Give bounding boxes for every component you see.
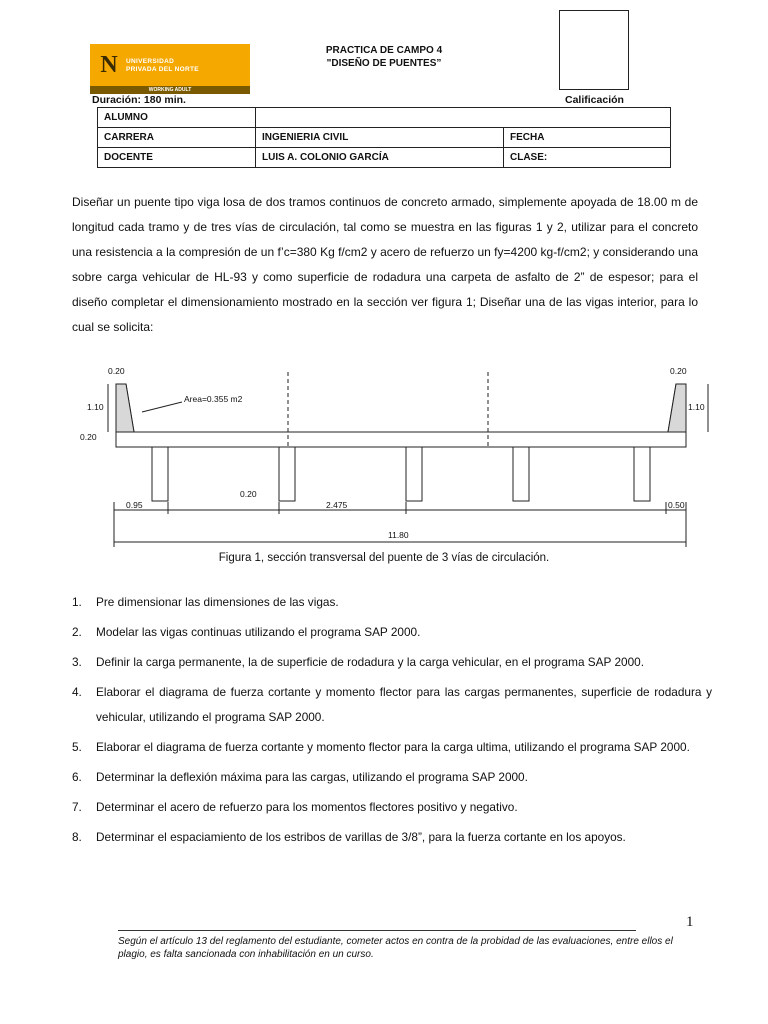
item-text: Determinar la deflexión máxima para las cargas, utilizando el programa SAP 2000. (96, 770, 528, 784)
figure-caption: Figura 1, sección transversal del puente de 3 vías de circulación. (218, 552, 550, 564)
carrera-value: INGENIERIA CIVIL (256, 128, 504, 148)
beam-3 (406, 447, 422, 501)
list-item (72, 680, 712, 730)
item-text: Definir la carga permanente, la de superficie de rodadura y la carga vehicular, en el programa SAP 2000. (96, 655, 645, 669)
dim-height-right-label: 1.10 (688, 402, 705, 412)
beam-1 (152, 447, 168, 501)
document-subtitle: "DISEÑO DE PUENTES” (326, 58, 442, 69)
docente-label: DOCENTE (98, 148, 256, 168)
item-number: 7. (72, 800, 82, 814)
dim-slab-left: 0.20 (80, 432, 97, 442)
dim-overhang: 0.95 (126, 500, 143, 510)
problem-statement: Diseñar un puente tipo viga losa de dos tramos continuos de concreto armado, simplemente apoyada de 18.00 m de longitud cada tramo y de tres vías de circulación, tal como se muestra en las figuras 1 y 2, utilizar para el concreto una resistencia a la compresión de un f’c=380 Kg f/cm2 y acero de refuerzo un fy=4200 kg-f/cm2; y considerando una sobre carga vehicular de HL-93 y como superficie de rodadura una carpeta de asfalto de 2” de espesor; para el diseño completar el dimensionamiento mostrado en la sección ver figura 1; Diseñar una de las vigas interior, para lo cual se solicita: (72, 195, 698, 334)
list-item (72, 795, 712, 820)
table-row (98, 128, 671, 148)
grade-label: Calificación (565, 94, 624, 106)
list-item (72, 735, 712, 760)
item-text: Determinar el acero de refuerzo para los momentos flectores positivo y negativo. (96, 800, 518, 814)
footer-note: Según el artículo 13 del reglamento del estudiante, cometer actos en contra de la probidad de las evaluaciones, entre ellos el plagio, es falta sancionada con inhabilitación en un curso. (118, 936, 673, 960)
item-number: 8. (72, 830, 82, 844)
right-barrier (668, 384, 686, 432)
table-row (98, 148, 671, 168)
item-number: 2. (72, 625, 82, 639)
clase-label: CLASE: (504, 148, 671, 168)
docente-value: LUIS A. COLONIO GARCÍA (256, 148, 504, 168)
item-number: 3. (72, 655, 82, 669)
alumno-label: ALUMNO (98, 108, 256, 128)
item-number: 4. (72, 685, 82, 699)
left-barrier (116, 384, 134, 432)
page-number: 1 (686, 914, 694, 930)
table-row (98, 108, 671, 128)
task-list (72, 590, 712, 855)
item-number: 6. (72, 770, 82, 784)
dim-top-right: 0.20 (670, 366, 687, 376)
item-text: Modelar las vigas continuas utilizando el programa SAP 2000. (96, 625, 421, 639)
dim-total: 11.80 (388, 530, 409, 540)
bridge-cross-section-figure (72, 362, 712, 552)
list-item (72, 650, 712, 675)
area-label: Area=0.355 m2 (184, 394, 243, 404)
dim-edge-right: 0.50 (668, 500, 685, 510)
dim-height-left-label: 1.10 (87, 402, 104, 412)
logo-mark-icon: N (100, 52, 118, 78)
list-item (72, 590, 712, 615)
item-text: Elaborar el diagrama de fuerza cortante y momento flector para la carga ultima, utilizando el programa SAP 2000. (96, 740, 690, 754)
logo-line-1: UNIVERSIDAD (126, 58, 175, 65)
carrera-label: CARRERA (98, 128, 256, 148)
beam-2 (279, 447, 295, 501)
fecha-label: FECHA (504, 128, 671, 148)
beam-4 (513, 447, 529, 501)
footer-divider (118, 930, 636, 931)
list-item (72, 765, 712, 790)
document-title: PRACTICA DE CAMPO 4 (325, 45, 443, 56)
logo-tagline: WORKING ADULT (90, 86, 250, 94)
alumno-value (256, 108, 671, 128)
dim-top-left: 0.20 (108, 366, 125, 376)
list-item (72, 825, 712, 850)
beam-5 (634, 447, 650, 501)
list-item (72, 620, 712, 645)
dim-beam-width: 0.20 (240, 489, 257, 499)
item-number: 1. (72, 595, 82, 609)
item-number: 5. (72, 740, 82, 754)
item-text: Determinar el espaciamiento de los estribos de varillas de 3/8”, para la fuerza cortante en los apoyos. (96, 830, 626, 844)
student-info-table (97, 107, 671, 168)
duration-label: Duración: 180 min. (92, 94, 186, 106)
item-text: Pre dimensionar las dimensiones de las vigas. (96, 595, 339, 609)
grade-box (559, 10, 629, 90)
item-text: Elaborar el diagrama de fuerza cortante y momento flector para las cargas permanentes, superficie de rodadura y vehicular, utilizando el programa SAP 2000. (96, 685, 712, 724)
dim-spacing: 2.475 (326, 500, 348, 510)
area-leader (142, 402, 182, 412)
logo-line-2: PRIVADA DEL NORTE (126, 66, 199, 73)
